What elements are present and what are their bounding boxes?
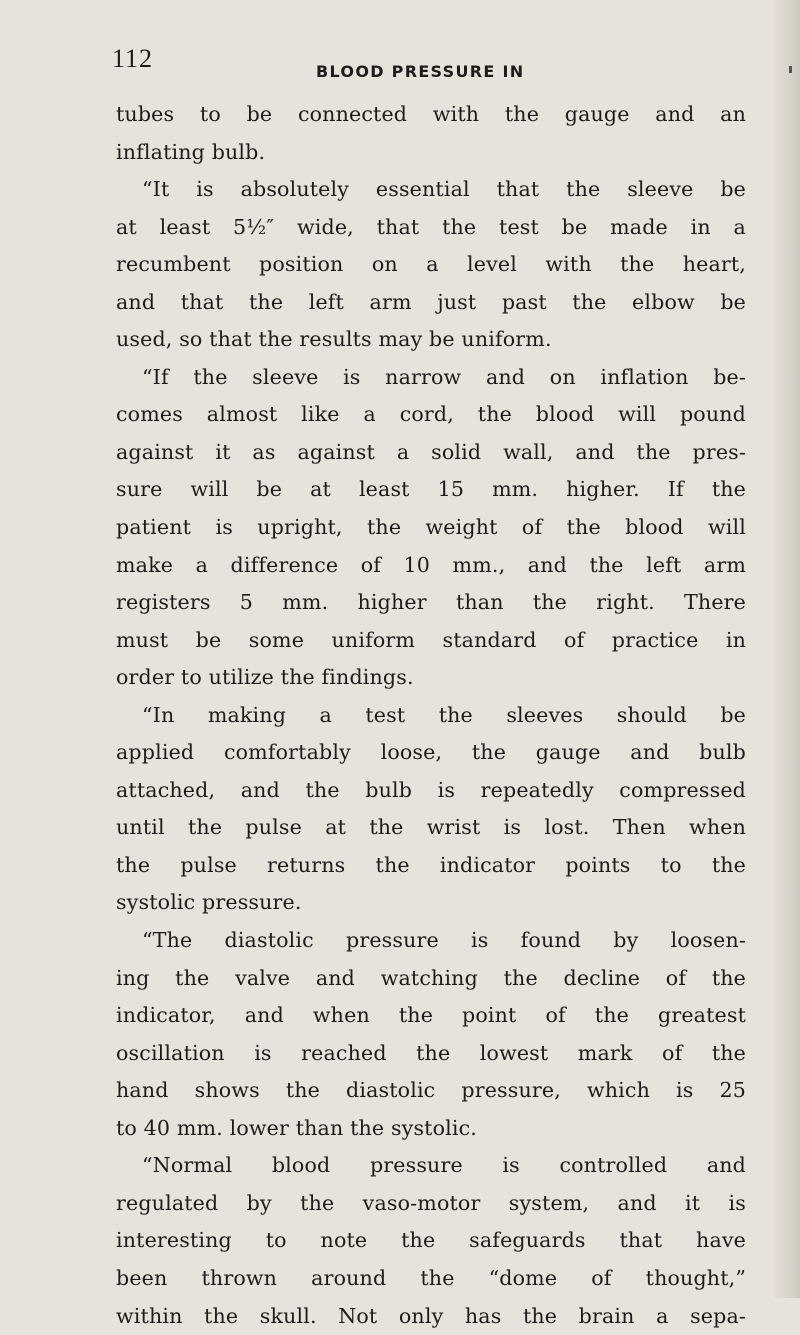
- text-line: within the skull. Not only has the brain a sepa-: [116, 1298, 746, 1335]
- text-line: “The diastolic pressure is found by loosen-: [116, 922, 746, 960]
- text-line: attached, and the bulb is repeatedly compressed: [116, 772, 746, 810]
- text-line: used, so that the results may be uniform.: [116, 321, 746, 359]
- text-line: inflating bulb.: [116, 134, 746, 172]
- text-line: oscillation is reached the lowest mark of the: [116, 1035, 746, 1073]
- text-line: sure will be at least 15 mm. higher. If the: [116, 471, 746, 509]
- text-line: tubes to be connected with the gauge and an: [116, 96, 746, 134]
- text-line: regulated by the vaso-motor system, and it is: [116, 1185, 746, 1223]
- text-line: systolic pressure.: [116, 884, 746, 922]
- text-line: at least 5½″ wide, that the test be made in a: [116, 209, 746, 247]
- text-line: “In making a test the sleeves should be: [116, 697, 746, 735]
- text-line: recumbent position on a level with the heart,: [116, 246, 746, 284]
- text-line: order to utilize the findings.: [116, 659, 746, 697]
- text-line: indicator, and when the point of the greatest: [116, 997, 746, 1035]
- text-line: “Normal blood pressure is controlled and: [116, 1147, 746, 1185]
- page-number: 112: [112, 44, 153, 74]
- text-line: patient is upright, the weight of the blood will: [116, 509, 746, 547]
- text-line: comes almost like a cord, the blood will pound: [116, 396, 746, 434]
- running-head-title: BLOOD PRESSURE IN: [316, 62, 524, 81]
- text-line: against it as against a solid wall, and the pres-: [116, 434, 746, 472]
- text-line: “It is absolutely essential that the sleeve be: [116, 171, 746, 209]
- text-line: ing the valve and watching the decline of the: [116, 960, 746, 998]
- text-line: must be some uniform standard of practice in: [116, 622, 746, 660]
- edge-mark: [789, 66, 792, 73]
- page-edge-shadow: [774, 0, 800, 1298]
- text-line: to 40 mm. lower than the systolic.: [116, 1110, 746, 1148]
- running-head: [112, 44, 752, 78]
- text-line: been thrown around the “dome of thought,”: [116, 1260, 746, 1298]
- text-line: hand shows the diastolic pressure, which is 25: [116, 1072, 746, 1110]
- text-line: make a difference of 10 mm., and the left arm: [116, 547, 746, 585]
- body-text: [116, 96, 746, 1335]
- text-line: the pulse returns the indicator points to the: [116, 847, 746, 885]
- text-line: “If the sleeve is narrow and on inflation be-: [116, 359, 746, 397]
- text-line: and that the left arm just past the elbow be: [116, 284, 746, 322]
- text-line: interesting to note the safeguards that have: [116, 1222, 746, 1260]
- text-line: registers 5 mm. higher than the right. There: [116, 584, 746, 622]
- text-line: applied comfortably loose, the gauge and bulb: [116, 734, 746, 772]
- text-line: until the pulse at the wrist is lost. Then when: [116, 809, 746, 847]
